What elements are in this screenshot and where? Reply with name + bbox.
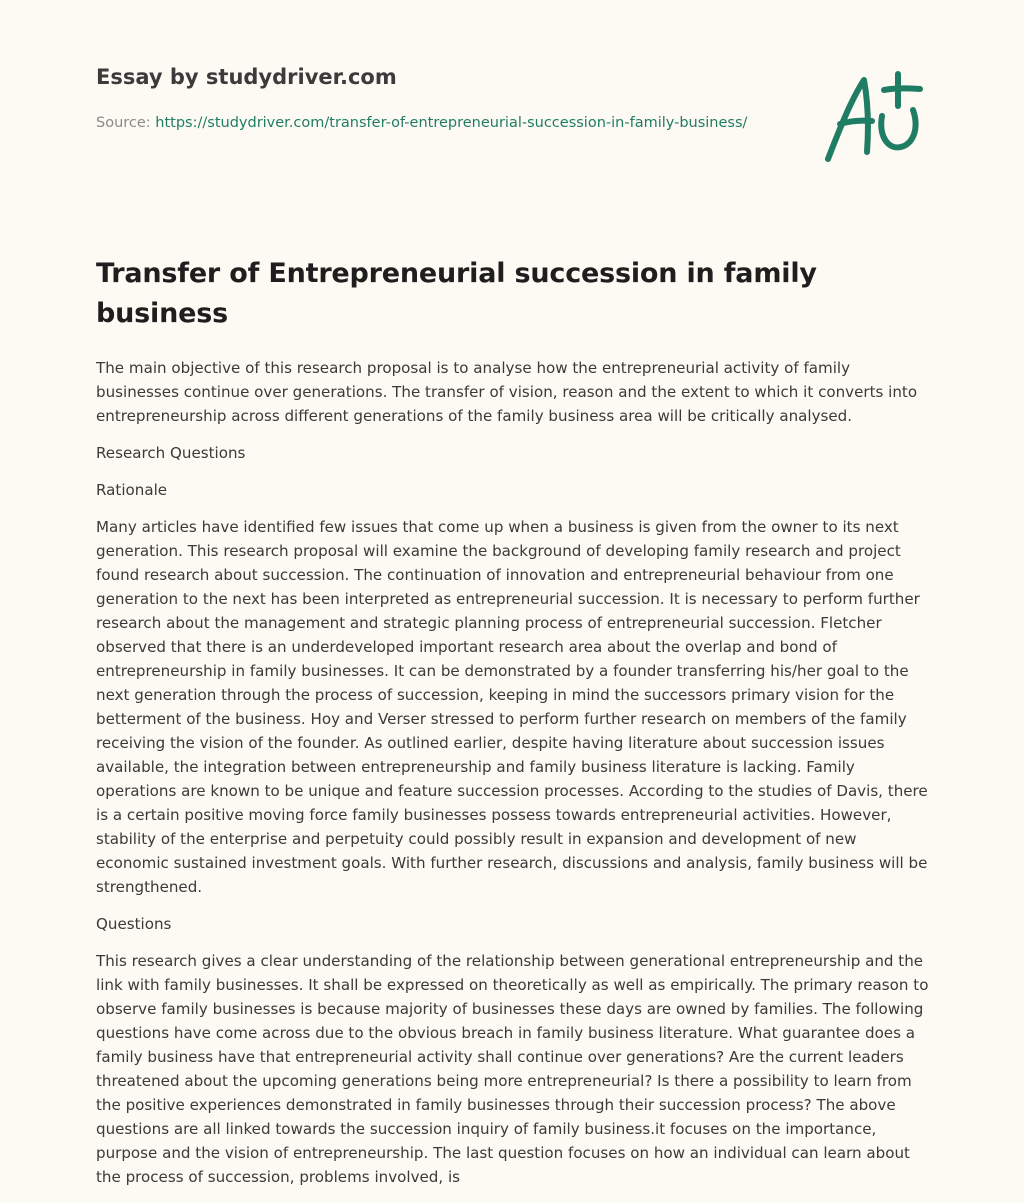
article-body	[96, 254, 930, 1202]
source-link[interactable]: https://studydriver.com/transfer-of-entrepreneurial-succession-in-family-business/	[155, 115, 748, 131]
source-line	[96, 112, 756, 134]
questions-paragraph: This research gives a clear understanding of the relationship between generational entrepreneurship and the link with family businesses. It shall be expressed on theoretically as well as empirically. The primary reason to observe family businesses is because majority of businesses these days are owned by families. The following questions have come across due to the obvious breach in family business literature. What guarantee does a family business have that entrepreneurial activity shall continue over generations? Are the current leaders threatened about the upcoming generations being more entrepreneurial? Is there a possibility to learn from the positive experiences demonstrated in family businesses through their succession process? The above questions are all linked towards the succession inquiry of family business.it focuses on the importance, purpose and the vision of entrepreneurship. The last question focuses on how an individual can learn about the process of succession, problems involved, is	[96, 952, 929, 1186]
brand-title: Essay by studydriver.com	[96, 65, 397, 89]
section-heading-research-questions: Research Questions	[96, 444, 246, 462]
article-title: Transfer of Entrepreneurial succession in family business	[96, 258, 817, 329]
source-label: Source:	[96, 115, 156, 131]
intro-paragraph: The main objective of this research proposal is to analyse how the entrepreneurial activity of family businesses continue over generations. The transfer of vision, reason and the extent to which it converts into entrepreneurship across different generations of the family business area will be critically analysed.	[96, 359, 918, 425]
rationale-paragraph: Many articles have identified few issues that come up when a business is given from the owner to its next generation. This research proposal will examine the background of developing family research and project found research about succession. The continuation of innovation and entrepreneurial behaviour from one generation to the next has been interpreted as entrepreneurial succession. It is necessary to perform further research about the management and strategic planning process of entrepreneurial succession. Fletcher observed that there is an underdeveloped important research area about the overlap and bond of entrepreneurship in family businesses. It can be demonstrated by a founder transferring his/her goal to the next generation through the process of succession, keeping in mind the successors primary vision for the betterment of the business. Hoy and Verser stressed to perform further research on members of the family receiving the vision of the founder. As outlined earlier, despite having literature about succession issues available, the integration between entrepreneurship and family business literature is lacking. Family operations are known to be unique and feature succession processes. According to the studies of Davis, there is a certain positive moving force family businesses possess towards entrepreneurial activities. However, stability of the enterprise and perpetuity could possibly result in expansion and development of new economic sustained investment goals. With further research, discussions and analysis, family business will be strengthened.	[96, 518, 928, 896]
section-heading-questions: Questions	[96, 915, 172, 933]
page-header	[96, 62, 756, 134]
a-plus-logo-icon	[818, 66, 930, 166]
section-heading-rationale: Rationale	[96, 481, 168, 499]
